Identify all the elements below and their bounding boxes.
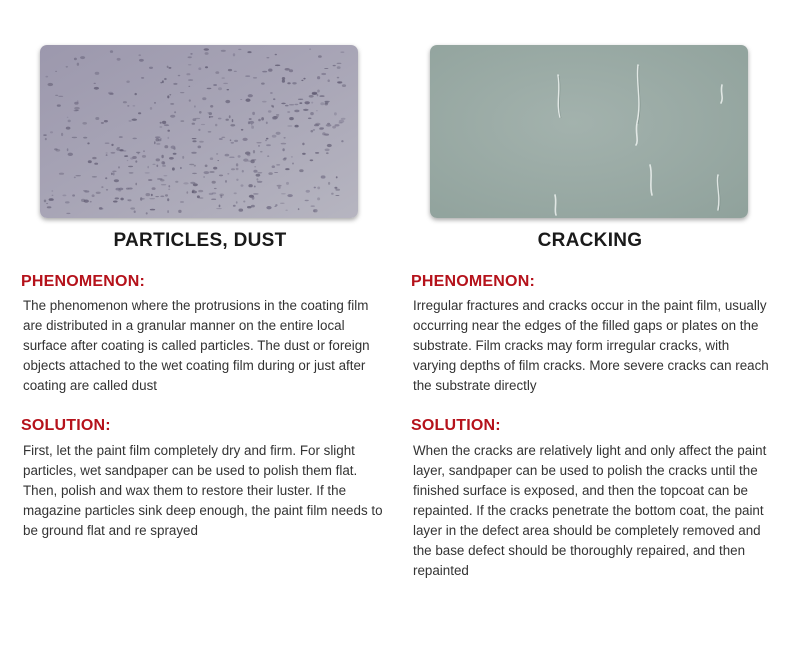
solution-text: First, let the paint film completely dry and firm. For slight particles, wet sandpaper can be used to polish them flat. Then, polish and wax them to restore their luster. If the magazine particles sink deep enough, the paint film needs to be ground flat and re sprayed — [23, 443, 383, 538]
phenomenon-heading: PHENOMENON: — [21, 273, 145, 290]
phenomenon-heading: PHENOMENON: — [411, 273, 535, 290]
particles-dust-photo — [40, 45, 358, 218]
solution-text: When the cracks are relatively light and only affect the paint layer, sandpaper can be used to polish the cracks until the finished surface is exposed, and then the topcoat can be repainted. If the cracks penetrate the bottom coat, the paint layer in the defect area should be completely removed and the base defect should be thoroughly repaired, and then repainted — [413, 443, 767, 578]
phenomenon-text: Irregular fractures and cracks occur in the paint film, usually occurring near the edges of the filled gaps or plates on the substrate. Film cracks may form irregular cracks, with varying depths of film cracks. More severe cracks can reach the substrate directly — [413, 298, 769, 393]
cracking-surface-image — [430, 45, 748, 218]
phenomenon-text: The phenomenon where the protrusions in the coating film are distributed in a granular manner on the entire local surface after coating is called particles. The dust or foreign objects attached to the wet coating film during or just after coating are called dust — [23, 298, 370, 393]
cracking-photo — [430, 45, 748, 218]
solution-heading: SOLUTION: — [21, 417, 111, 434]
panel-title: PARTICLES, DUST — [113, 230, 287, 251]
panel-title: CRACKING — [537, 230, 643, 251]
solution-heading: SOLUTION: — [411, 417, 501, 434]
particles-surface-image — [40, 45, 358, 218]
